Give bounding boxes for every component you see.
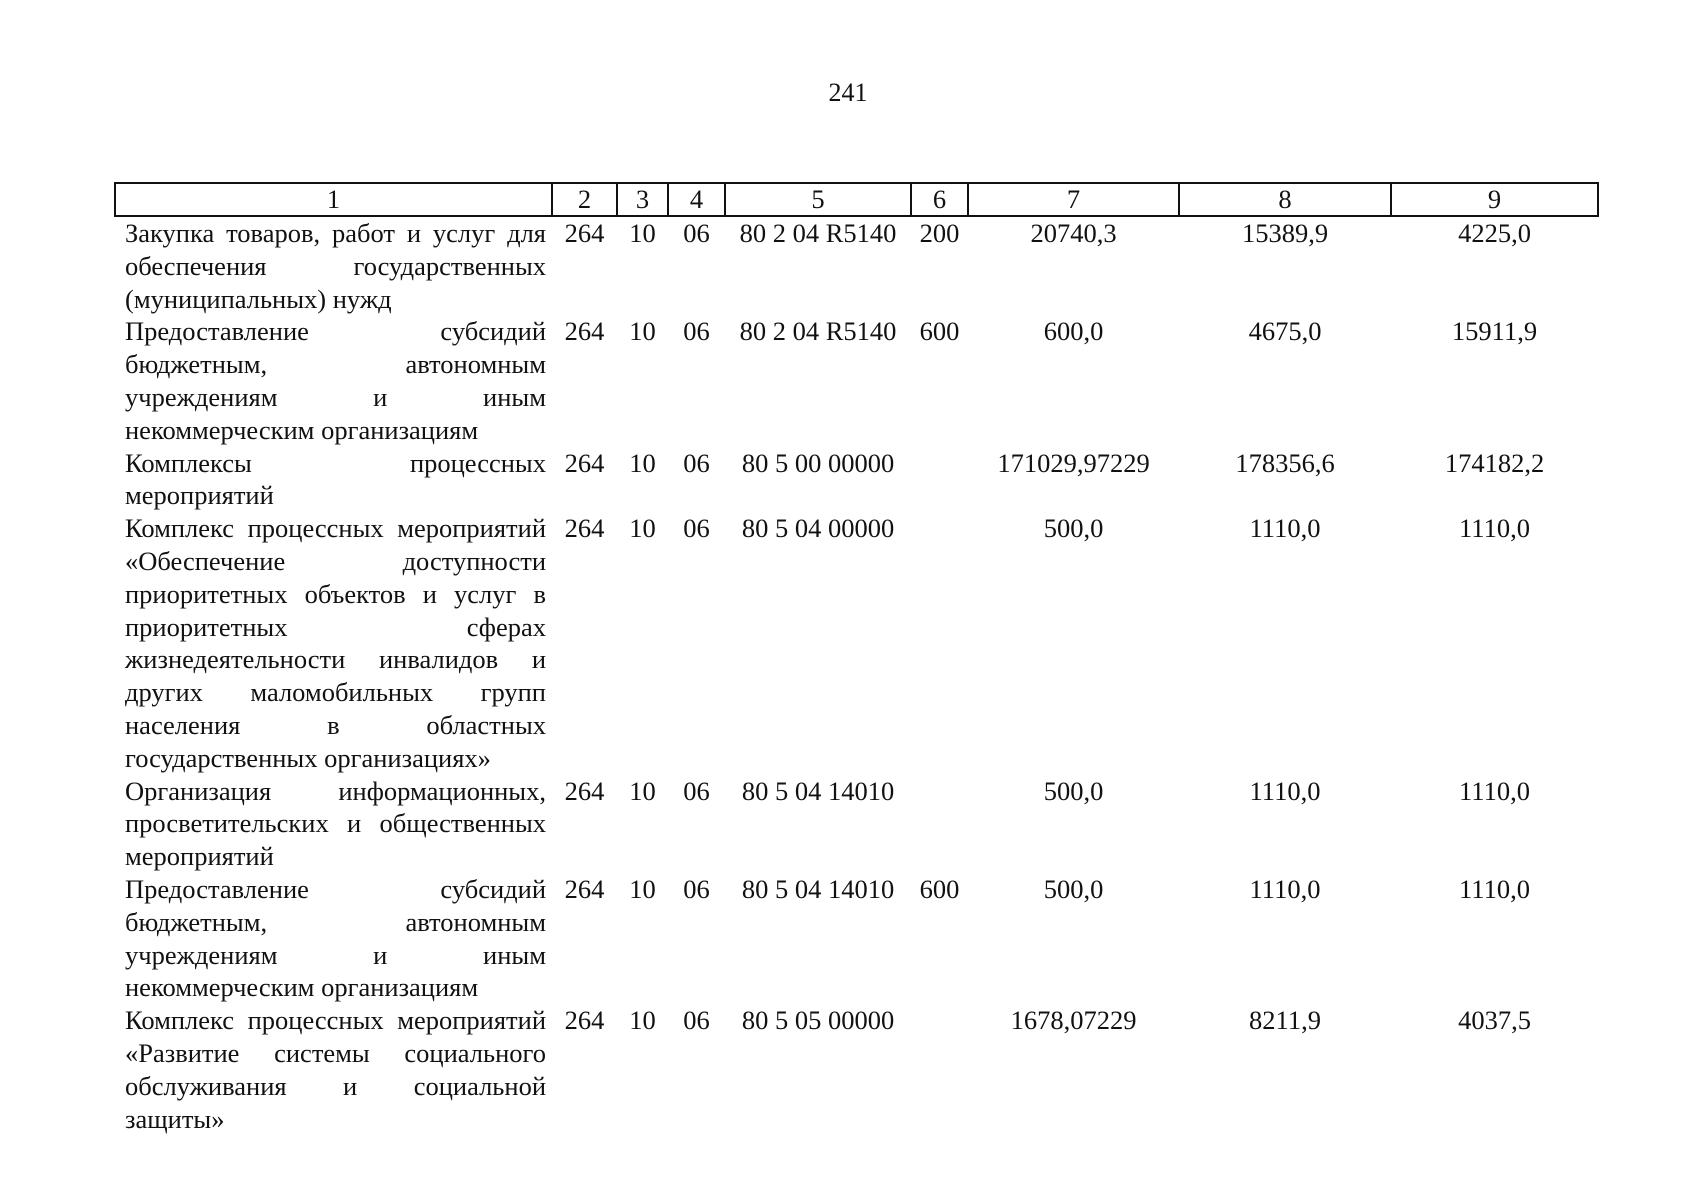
row-col-6 <box>911 512 968 774</box>
row-col-4: 06 <box>683 447 710 478</box>
table-row <box>115 216 1598 315</box>
row-col-3: 10 <box>629 513 656 544</box>
budget-table <box>114 182 1599 1135</box>
row-col-6: 200 <box>919 218 960 248</box>
row-col-8: 1110,0 <box>1249 775 1321 806</box>
row-col-7: 500,0 <box>1043 873 1104 904</box>
row-col-9: 4225,0 <box>1458 218 1531 248</box>
row-col-8: 178356,6 <box>1235 447 1335 478</box>
table-header <box>115 183 1598 216</box>
row-col-3: 10 <box>629 873 656 904</box>
row-col-2: 264 <box>564 1005 605 1036</box>
row-col-4: 06 <box>683 218 710 248</box>
row-col-7: 171029,97229 <box>997 447 1150 478</box>
header-col-5: 5 <box>725 183 911 216</box>
row-col-6 <box>911 1004 968 1135</box>
row-description: Организация информационных, просветительских и общественных мероприятий <box>125 775 546 872</box>
header-col-9: 9 <box>1391 183 1598 216</box>
row-col-7: 20740,3 <box>1030 218 1117 248</box>
table-row <box>115 775 1598 873</box>
row-col-8: 1110,0 <box>1249 873 1321 904</box>
row-col-8: 1110,0 <box>1249 513 1321 544</box>
table-row <box>115 447 1598 513</box>
row-col-3: 10 <box>629 316 656 347</box>
header-col-3: 3 <box>617 183 668 216</box>
row-col-5: 80 5 04 00000 <box>741 513 895 544</box>
row-description: Закупка товаров, работ и услуг для обеспечения государственных (муниципальных) нужд <box>125 218 546 314</box>
row-description: Предоставление субсидий бюджетным, автономным учреждениям и иным некоммерческим организациям <box>125 316 546 445</box>
header-col-1: 1 <box>115 183 552 216</box>
row-col-7: 1678,07229 <box>1010 1005 1137 1036</box>
row-col-9: 1110,0 <box>1459 775 1530 806</box>
row-col-2: 264 <box>564 513 605 544</box>
row-col-6: 600 <box>919 316 960 347</box>
header-col-8: 8 <box>1179 183 1391 216</box>
row-col-9: 1110,0 <box>1459 513 1530 544</box>
row-col-9: 4037,5 <box>1458 1005 1531 1036</box>
row-col-5: 80 5 05 00000 <box>741 1005 895 1036</box>
row-col-9: 1110,0 <box>1459 873 1530 904</box>
row-col-2: 264 <box>564 873 605 904</box>
header-col-7: 7 <box>968 183 1179 216</box>
row-col-2: 264 <box>564 775 605 806</box>
row-col-2: 264 <box>564 218 605 248</box>
row-col-4: 06 <box>683 513 710 544</box>
row-description: Комплексы процессных мероприятий <box>125 447 546 511</box>
row-col-6 <box>911 775 968 873</box>
row-col-4: 06 <box>683 316 710 347</box>
row-description: Комплекс процессных мероприятий «Развитие системы социального обслуживания и социальной защиты» <box>125 1005 546 1134</box>
row-col-7: 500,0 <box>1043 513 1104 544</box>
row-col-3: 10 <box>629 447 656 478</box>
row-col-3: 10 <box>629 218 656 248</box>
table-body <box>115 216 1598 1135</box>
row-col-3: 10 <box>629 775 656 806</box>
row-col-2: 264 <box>564 447 605 478</box>
row-col-6 <box>911 447 968 513</box>
row-col-9: 174182,2 <box>1444 447 1545 478</box>
table-row <box>115 873 1598 1004</box>
header-col-4: 4 <box>668 183 725 216</box>
table-row <box>115 315 1598 446</box>
row-col-7: 500,0 <box>1043 775 1104 806</box>
header-col-6: 6 <box>911 183 968 216</box>
row-col-8: 4675,0 <box>1248 316 1322 347</box>
table-row <box>115 512 1598 774</box>
row-col-5: 80 5 04 14010 <box>741 873 895 904</box>
row-description: Комплекс процессных мероприятий «Обеспечение доступности приоритетных объектов и услуг в приоритетных сферах жизнедеятельности инвалидов и других маломобильных групп населения в областных государственных организациях» <box>125 513 546 773</box>
row-col-6: 600 <box>919 873 960 904</box>
row-col-9: 15911,9 <box>1451 316 1538 347</box>
row-col-5: 80 5 04 14010 <box>741 775 895 806</box>
row-col-5: 80 5 00 00000 <box>741 447 895 478</box>
row-col-5: 80 2 04 R5140 <box>739 316 897 347</box>
row-col-5: 80 2 04 R5140 <box>739 218 897 248</box>
row-col-4: 06 <box>683 1005 710 1036</box>
table-row <box>115 1004 1598 1135</box>
row-col-4: 06 <box>683 873 710 904</box>
header-row <box>115 183 1598 216</box>
row-description: Предоставление субсидий бюджетным, автономным учреждениям и иным некоммерческим организациям <box>125 873 546 1003</box>
row-col-8: 15389,9 <box>1241 218 1329 248</box>
header-col-2: 2 <box>552 183 617 216</box>
row-col-8: 8211,9 <box>1249 1005 1321 1036</box>
row-col-2: 264 <box>564 316 605 347</box>
row-col-7: 600,0 <box>1043 316 1104 347</box>
page-number: 241 <box>828 78 868 107</box>
row-col-4: 06 <box>683 775 710 806</box>
row-col-3: 10 <box>629 1005 656 1036</box>
